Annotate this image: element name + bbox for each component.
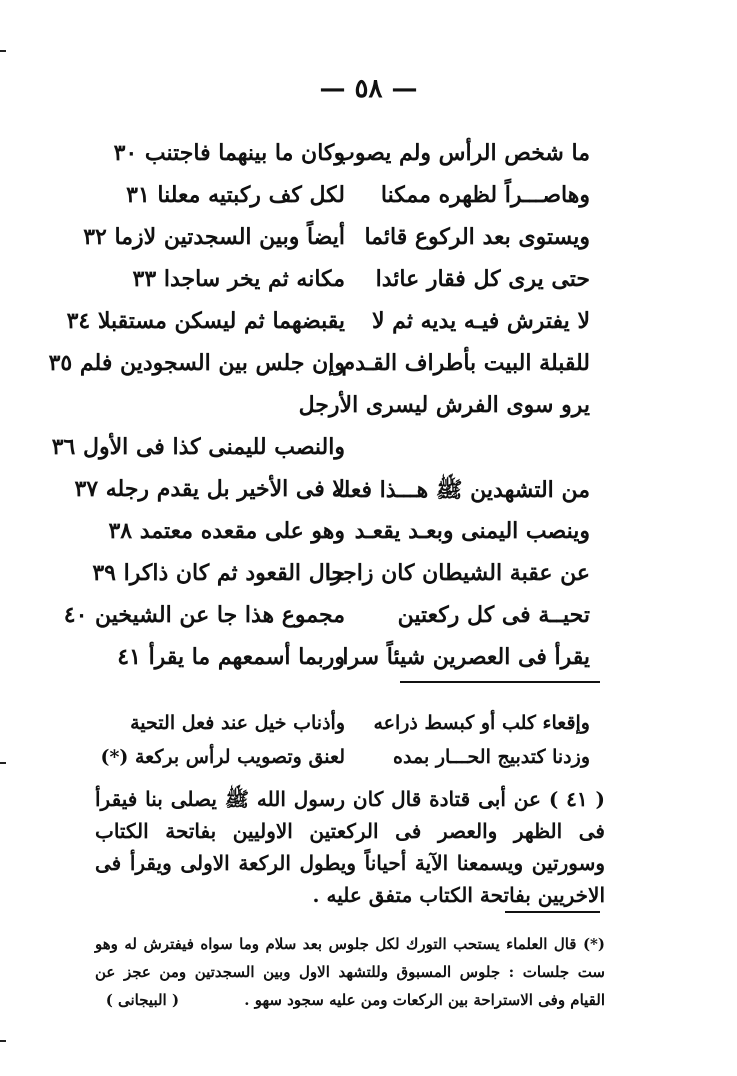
verse-second-hemistich: أيضاً وبين السجدتين لازما ٣٢ xyxy=(83,224,345,250)
verse-line xyxy=(110,392,590,434)
verse-first-hemistich: من التشهدين ﷺ هـــذا فعله xyxy=(331,477,590,503)
verse-second-hemistich: وكان ما بينهما فاجتنب ٣٠ xyxy=(113,140,345,166)
verse-first-hemistich: للقبلة البيت بأطراف القـدم xyxy=(341,350,590,376)
verse-first-hemistich: ويستوى بعد الركوع قائما xyxy=(364,224,590,250)
verse-line xyxy=(66,308,590,350)
verse-second-hemistich: والنصب لليمنى كذا فى الأول ٣٦ xyxy=(51,434,345,460)
verse-first-hemistich: وزدنا كتدبيج الحـــار بمده xyxy=(393,746,590,768)
verse-line xyxy=(110,518,590,560)
footnote-source: ( البيجانى ) xyxy=(105,991,180,1009)
verse-line xyxy=(110,644,590,686)
verse-second-hemistich: مكانه ثم يخر ساجدا ٣٣ xyxy=(132,266,345,292)
verse-second-hemistich: وأذناب خيل عند فعل التحية xyxy=(130,712,345,734)
verse-line xyxy=(63,602,590,644)
hadith-paragraph: ( ٤١ ) عن أبى قتادة قال كان رسول الله ﷺ يصلى بنا فيقرأ فى الظهر والعصر فى الركعتين الاوليين بفاتحة الكتاب وسورتين ويسمعنا الآية أحياناً ويطول الركعة الاولى ويقرأ فى الاخريين بفاتحة الكتاب متفق عليه . xyxy=(95,787,605,907)
verse-line xyxy=(48,350,590,392)
verse-second-hemistich: وإن جلس بين السجودين فلم ٣٥ xyxy=(48,350,345,376)
scan-edge-mark xyxy=(0,762,6,764)
verse-first-hemistich: حتى يرى كل فقار عائدا xyxy=(375,266,590,292)
verse-line xyxy=(100,746,590,780)
verse-first-hemistich: تحيــة فى كل ركعتين xyxy=(397,602,590,628)
verse-line xyxy=(92,560,590,602)
extra-verses xyxy=(100,712,590,780)
verse-second-hemistich: وربما أسمعهم ما يقرأ ٤١ xyxy=(117,644,345,670)
verse-first-hemistich: يقرأ فى العصرين شيئاً سرا xyxy=(342,644,590,670)
verse-line xyxy=(110,182,590,224)
verse-first-hemistich: لا يفترش فيـه يديه ثم لا xyxy=(371,308,590,334)
footnote xyxy=(95,930,605,1014)
scan-edge-mark xyxy=(0,1040,6,1042)
verse-first-hemistich: وهاصـــراً لظهره ممكنا xyxy=(380,182,590,208)
verse-first-hemistich: ما شخص الرأس ولم يصوب xyxy=(334,140,590,166)
verse-line xyxy=(51,434,590,476)
verse-first-hemistich: وإقعاء كلب أو كبسط ذراعه xyxy=(373,712,590,734)
verse-second-hemistich: وهو على مقعده معتمد ٣٨ xyxy=(108,518,345,544)
verse-line xyxy=(110,266,590,308)
verse-first-hemistich: وينصب اليمنى وبعـد يقعـد xyxy=(354,518,590,544)
poem-verses xyxy=(48,140,590,686)
verse-second-hemistich: لا فى الأخير بل يقدم رجله ٣٧ xyxy=(74,476,345,502)
verse-line xyxy=(83,224,590,266)
verse-second-hemistich: مجموع هذا جا عن الشيخين ٤٠ xyxy=(63,602,345,628)
verse-second-hemistich: لعنق وتصويب لرأس بركعة (*) xyxy=(100,746,345,768)
footnote-divider xyxy=(505,911,600,913)
footnote-text: (*) قال العلماء يستحب التورك لكل جلوس بعد سلام وما سواه فيفترش له وهو ست جلسات : جلوس المسبوق وللتشهد الاول وبين السجدتين ومن عجز عن القيام وفى الاستراحة بين الركعات ومن عليه سجود سهو . xyxy=(95,935,605,1009)
verse-line xyxy=(110,140,590,182)
verse-second-hemistich: يقبضهما ثم ليسكن مستقبلا ٣٤ xyxy=(66,308,345,334)
verse-first-hemistich: يرو سوى الفرش ليسرى الأرجل xyxy=(298,392,590,418)
verse-second-hemistich: حال القعود ثم كان ذاكرا ٣٩ xyxy=(92,560,345,586)
verse-line xyxy=(110,712,590,746)
scan-edge-mark xyxy=(0,50,6,52)
section-divider xyxy=(400,681,600,683)
verse-first-hemistich: عن عقبة الشيطان كان زاجرا xyxy=(324,560,590,586)
page-number: — ٥٨ — xyxy=(319,74,418,104)
verse-second-hemistich: لكل كف ركبتيه معلنا ٣١ xyxy=(126,182,345,208)
verse-line xyxy=(74,476,590,518)
